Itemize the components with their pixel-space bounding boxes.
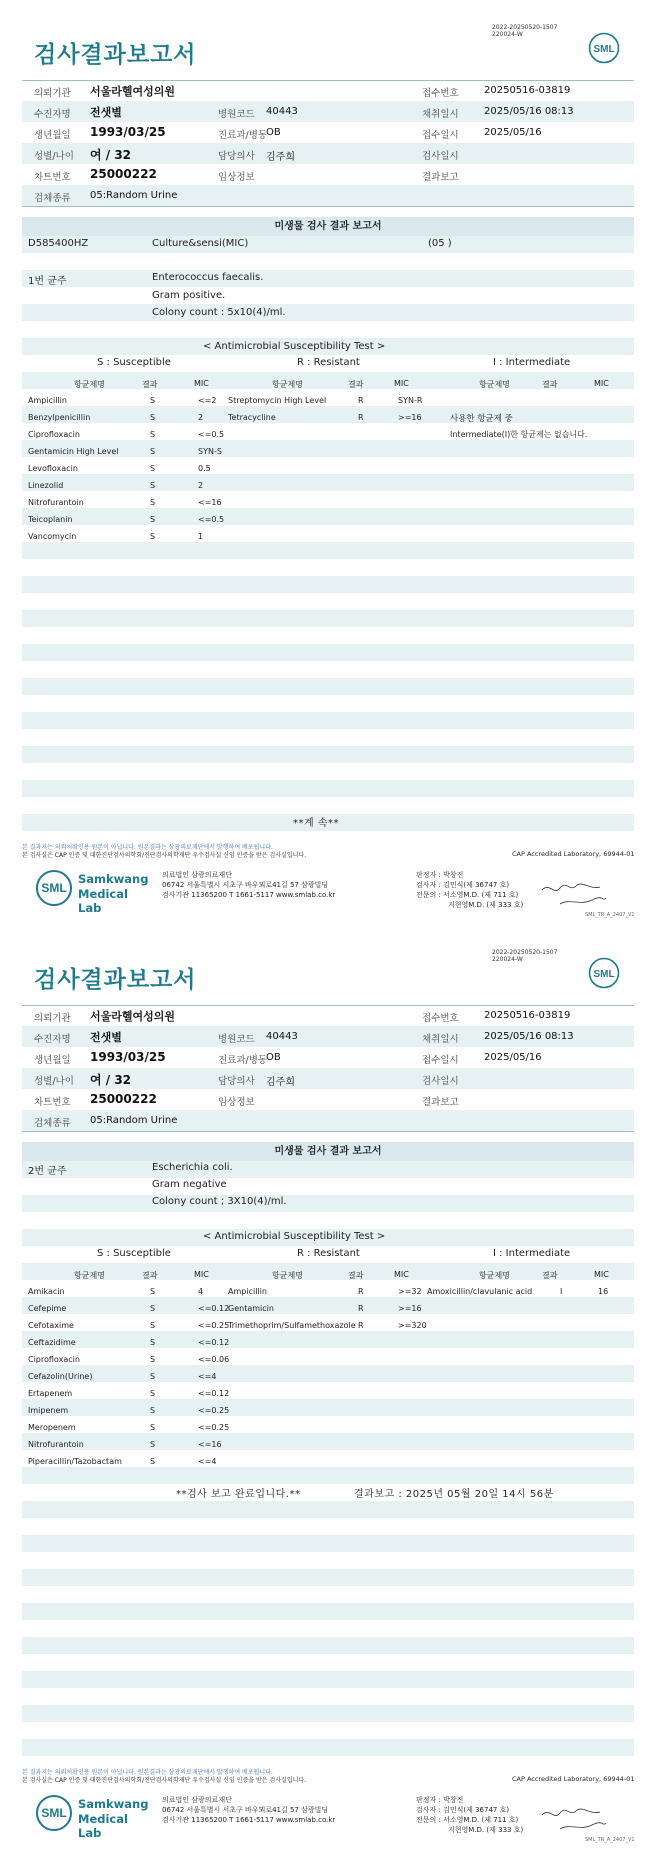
col-header-result: 결과 xyxy=(142,1271,158,1280)
antibiotic-name: Benzylpenicillin xyxy=(28,413,91,422)
label-institution: 의뢰기관 xyxy=(34,88,71,99)
svg-text:SML: SML xyxy=(41,1806,67,1820)
antibiotic-name: Meropenem xyxy=(28,1423,76,1432)
ast-title: < Antimicrobial Susceptibility Test > xyxy=(203,341,386,352)
mic-value: <=0.12 xyxy=(198,1389,230,1398)
address-line: 검사기관 11365200 T 1661-5117 www.smlab.co.kr xyxy=(162,891,336,899)
page-title: 검사결과보고서 xyxy=(34,967,197,993)
label-patient: 수진자명 xyxy=(34,1034,71,1045)
row-band xyxy=(22,576,634,593)
sex-age-value: 여 / 32 xyxy=(90,1073,132,1087)
receipt-datetime-value: 2025/05/16 xyxy=(484,127,542,138)
header-row xyxy=(22,1068,634,1089)
row-band xyxy=(22,712,634,729)
mic-value: <=0.25 xyxy=(198,1423,230,1432)
page-title: 검사결과보고서 xyxy=(34,42,197,68)
header-row xyxy=(22,1110,634,1131)
row-band xyxy=(22,1178,634,1195)
isolate-label: 2번 균주 xyxy=(28,1166,67,1177)
row-band xyxy=(22,1705,634,1722)
address-line: 의료법인 삼광의료재단 xyxy=(162,1796,232,1804)
test-number: (05 ) xyxy=(428,238,452,249)
address-block xyxy=(162,870,335,900)
label-receipt-datetime: 접수일시 xyxy=(422,130,459,141)
header-row xyxy=(22,1047,634,1068)
susceptibility-result: S xyxy=(150,1457,156,1466)
mic-value: >=16 xyxy=(398,1304,422,1313)
mic-value: 1 xyxy=(198,532,204,541)
header-row xyxy=(22,143,634,164)
svg-text:SML: SML xyxy=(593,969,615,980)
mic-value: >=320 xyxy=(398,1321,427,1330)
col-header-antibiotic: 항균제명 xyxy=(272,1271,303,1280)
samkwang-logo xyxy=(34,868,149,915)
mic-value: <=0.5 xyxy=(198,515,225,524)
organism-name: Escherichia coli. xyxy=(152,1162,233,1173)
sex-age-value: 여 / 32 xyxy=(90,148,132,162)
brand-name: Samkwang xyxy=(78,1797,149,1811)
susceptibility-result: S xyxy=(150,1372,156,1381)
col-header-mic: MIC xyxy=(594,379,609,388)
row-band xyxy=(22,1620,634,1637)
row-band xyxy=(22,1212,634,1229)
label-institution: 의뢰기관 xyxy=(34,1013,71,1024)
signature-icon xyxy=(540,878,610,908)
row-band xyxy=(22,236,634,253)
antibiotic-name: Trimethoprim/Sulfamethoxazole xyxy=(228,1321,356,1330)
cap-accreditation: CAP Accredited Laboratory, 69944-01 xyxy=(512,1775,635,1783)
chart-value: 25000222 xyxy=(90,167,157,181)
antibiotic-name: Nitrofurantoin xyxy=(28,1440,84,1449)
row-band xyxy=(22,406,634,423)
susceptibility-result: S xyxy=(150,430,156,439)
row-band xyxy=(22,1348,634,1365)
antibiotic-name: Streptomycin High Level xyxy=(228,396,327,405)
hospital-code-value: 40443 xyxy=(266,106,298,117)
antibiotic-name: Cefepime xyxy=(28,1304,67,1313)
form-version: SML_TR_A_2407_V1 xyxy=(585,912,635,918)
section-title: 미생물 검사 결과 보고서 xyxy=(22,1142,634,1161)
header-row xyxy=(22,122,634,143)
footer-note: 본 결과지는 의뢰처확인용 원본이 아닙니다. 원본결과는 삼광의료재단에서 발행하여 배포됩니다. xyxy=(22,844,273,851)
row-band xyxy=(22,287,634,304)
specimen-value: 05:Random Urine xyxy=(90,190,178,201)
antibiotic-name: Piperacillin/Tazobactam xyxy=(28,1457,122,1466)
label-chart: 차트번호 xyxy=(34,1097,71,1108)
staff-line: 판정자 : 박창진 xyxy=(416,871,464,879)
row-band xyxy=(22,729,634,746)
footer-note: 본 검사실은 CAP 인증 및 대한진단검사의학회/진단검사의학재단 우수검사실 신임 인증을 받은 검사실입니다. xyxy=(22,852,307,859)
susceptibility-result: S xyxy=(150,1287,156,1296)
row-band xyxy=(22,1297,634,1314)
susceptibility-result: R xyxy=(358,1304,364,1313)
susceptibility-result: R xyxy=(358,413,364,422)
mic-value: <=0.12 xyxy=(198,1304,230,1313)
antibiotic-name: Ceftazidime xyxy=(28,1338,76,1347)
mic-value: SYN-S xyxy=(198,447,222,456)
gram-stain: Gram negative xyxy=(152,1179,227,1190)
organism-name: Enterococcus faecalis. xyxy=(152,272,264,283)
susceptibility-result: R xyxy=(358,1287,364,1296)
row-band xyxy=(22,1280,634,1297)
row-band xyxy=(22,1688,634,1705)
footer-note: 본 결과지는 의뢰처확인용 원본이 아닙니다. 원본결과는 삼광의료재단에서 발행하여 배포됩니다. xyxy=(22,1769,273,1776)
susceptibility-result: S xyxy=(150,1321,156,1330)
row-band xyxy=(22,610,634,627)
row-band xyxy=(22,559,634,576)
mic-value: <=0.06 xyxy=(198,1355,230,1364)
row-band xyxy=(22,1501,634,1518)
mic-value: <=4 xyxy=(198,1457,217,1466)
test-name: Culture&sensi(MIC) xyxy=(152,238,249,249)
susceptibility-result: S xyxy=(150,515,156,524)
label-test-datetime: 검사일시 xyxy=(422,151,459,162)
mic-value: 4 xyxy=(198,1287,204,1296)
mic-value: <=0.25 xyxy=(198,1406,230,1415)
row-band xyxy=(22,1365,634,1382)
antibiotic-name: Levofloxacin xyxy=(28,464,78,473)
sml-logo-icon xyxy=(588,32,620,64)
note-line: Intermediate(I)한 항균제는 없습니다. xyxy=(450,430,588,439)
staff-block xyxy=(416,870,523,910)
birth-value: 1993/03/25 xyxy=(90,125,166,139)
mic-value: >=32 xyxy=(398,1287,422,1296)
header-row xyxy=(22,164,634,185)
label-hospital-code: 병원코드 xyxy=(218,109,255,120)
label-report: 결과보고 xyxy=(422,1097,459,1108)
susceptibility-result: S xyxy=(150,413,156,422)
receipt-datetime-value: 2025/05/16 xyxy=(484,1052,542,1063)
row-band xyxy=(22,797,634,814)
susceptibility-result: S xyxy=(150,481,156,490)
antibiotic-name: Gentamicin High Level xyxy=(28,447,119,456)
row-band xyxy=(22,508,634,525)
mic-value: >=16 xyxy=(398,413,422,422)
susceptibility-result: S xyxy=(150,532,156,541)
brand-subtitle: Medical Lab xyxy=(78,887,128,915)
document-code xyxy=(492,949,557,963)
sml-logo-icon xyxy=(588,957,620,989)
continued-mark: **계 속** xyxy=(293,818,339,829)
col-header-antibiotic: 항균제명 xyxy=(74,1271,105,1280)
antibiotic-name: Teicoplanin xyxy=(28,515,73,524)
label-test-datetime: 검사일시 xyxy=(422,1076,459,1087)
mic-value: 2 xyxy=(198,413,204,422)
mic-value: <=0.5 xyxy=(198,430,225,439)
report-page-2 xyxy=(0,925,655,1850)
receipt-no-value: 20250516-03819 xyxy=(484,1010,571,1021)
antibiotic-name: Linezolid xyxy=(28,481,64,490)
label-sex-age: 성별/나이 xyxy=(34,151,74,162)
susceptibility-result: S xyxy=(150,498,156,507)
label-report: 결과보고 xyxy=(422,172,459,183)
col-header-result: 결과 xyxy=(542,1271,558,1280)
cap-accreditation: CAP Accredited Laboratory, 69944-01 xyxy=(512,850,635,858)
susceptibility-result: S xyxy=(150,1304,156,1313)
label-receipt-datetime: 접수일시 xyxy=(422,1055,459,1066)
legend-resistant: R : Resistant xyxy=(297,357,360,368)
antibiotic-name: Imipenem xyxy=(28,1406,69,1415)
address-line: 06742 서울특별시 서초구 바우뫼로41길 57 삼광빌딩 xyxy=(162,1806,329,1814)
row-band xyxy=(22,627,634,644)
dept-value: OB xyxy=(266,1052,281,1063)
antibiotic-name: Amoxicillin/clavulanic acid xyxy=(427,1287,533,1296)
form-version: SML_TR_A_2407_V1 xyxy=(585,1837,635,1843)
row-band xyxy=(22,763,634,780)
label-dept: 진료과/병동 xyxy=(218,130,268,141)
row-band xyxy=(22,1552,634,1569)
legend-susceptible: S : Susceptible xyxy=(97,357,171,368)
row-band xyxy=(22,1603,634,1620)
col-header-antibiotic: 항균제명 xyxy=(74,380,105,389)
mic-value: <=0.25 xyxy=(198,1321,230,1330)
susceptibility-result: S xyxy=(150,1389,156,1398)
row-band xyxy=(22,1586,634,1603)
row-band xyxy=(22,321,634,338)
brand-name: Samkwang xyxy=(78,872,149,886)
patient-name-value: 전샛별 xyxy=(90,1031,122,1044)
susceptibility-result: S xyxy=(150,1423,156,1432)
susceptibility-result: S xyxy=(150,1338,156,1347)
row-band xyxy=(22,1467,634,1484)
isolate-label: 1번 균주 xyxy=(28,276,67,287)
legend-intermediate: I : Intermediate xyxy=(493,1248,571,1259)
staff-line: 검사자 : 김민식(제 36747 호) xyxy=(416,881,510,889)
document-code-2: 220024-W xyxy=(492,31,523,38)
row-band xyxy=(22,1671,634,1688)
mic-value: <=0.12 xyxy=(198,1338,230,1347)
susceptibility-result: S xyxy=(150,1440,156,1449)
col-header-antibiotic: 항균제명 xyxy=(272,380,303,389)
legend-susceptible: S : Susceptible xyxy=(97,1248,171,1259)
address-block xyxy=(162,1795,335,1825)
signature-icon xyxy=(540,1803,610,1833)
col-header-mic: MIC xyxy=(594,1270,609,1279)
row-band xyxy=(22,1382,634,1399)
label-birth: 생년월일 xyxy=(34,130,71,141)
doctor-value: 김주희 xyxy=(266,1077,295,1088)
row-band xyxy=(22,695,634,712)
antibiotic-name: Cefotaxime xyxy=(28,1321,74,1330)
row-band xyxy=(22,389,634,406)
row-band xyxy=(22,780,634,797)
ast-title: < Antimicrobial Susceptibility Test > xyxy=(203,1231,386,1242)
svg-text:SML: SML xyxy=(593,44,615,55)
row-band xyxy=(22,678,634,695)
receipt-no-value: 20250516-03819 xyxy=(484,85,571,96)
col-header-result: 결과 xyxy=(348,1271,364,1280)
legend-intermediate: I : Intermediate xyxy=(493,357,571,368)
col-header-mic: MIC xyxy=(194,1270,209,1279)
header-row xyxy=(22,1026,634,1047)
col-header-result: 결과 xyxy=(348,380,364,389)
mic-value: <=4 xyxy=(198,1372,217,1381)
patient-name-value: 전샛별 xyxy=(90,106,122,119)
antibiotic-name: Tetracycline xyxy=(228,413,276,422)
col-header-mic: MIC xyxy=(194,379,209,388)
document-code-1: 2022-20250520-1507 xyxy=(492,949,558,956)
antibiotic-name: Nitrofurantoin xyxy=(28,498,84,507)
chart-value: 25000222 xyxy=(90,1092,157,1106)
staff-line: 검사자 : 김민식(제 36747 호) xyxy=(416,1806,510,1814)
dept-value: OB xyxy=(266,127,281,138)
collect-datetime-value: 2025/05/16 08:13 xyxy=(484,1031,574,1042)
col-header-result: 결과 xyxy=(542,380,558,389)
label-specimen: 검체종류 xyxy=(34,193,71,204)
staff-block xyxy=(416,1795,523,1835)
row-band xyxy=(22,1518,634,1535)
address-line: 06742 서울특별시 서초구 바우뫼로41길 57 삼광빌딩 xyxy=(162,881,329,889)
label-receipt-no: 접수번호 xyxy=(422,1013,459,1024)
institution-value: 서울라헬여성의원 xyxy=(90,1010,176,1023)
antibiotic-name: Ampicillin xyxy=(228,1287,267,1296)
sml-logo-icon xyxy=(34,1793,74,1833)
col-header-mic: MIC xyxy=(394,1270,409,1279)
row-band xyxy=(22,253,634,270)
gram-stain: Gram positive. xyxy=(152,290,226,301)
footer-note: 본 검사실은 CAP 인증 및 대한진단검사의학회/진단검사의학재단 우수검사실 신임 인증을 받은 검사실입니다. xyxy=(22,1777,307,1784)
mic-value: <=2 xyxy=(198,396,217,405)
antibiotic-name: Cefazolin(Urine) xyxy=(28,1372,93,1381)
row-band xyxy=(22,1722,634,1739)
label-sex-age: 성별/나이 xyxy=(34,1076,74,1087)
antibiotic-name: Amikacin xyxy=(28,1287,65,1296)
final-report-datetime: 결과보고 : 2025년 05월 20일 14시 56분 xyxy=(354,1489,554,1500)
label-specimen: 검체종류 xyxy=(34,1118,71,1129)
row-band xyxy=(22,746,634,763)
header-row xyxy=(22,185,634,206)
antibiotic-name: Ciprofloxacin xyxy=(28,1355,80,1364)
label-clinical: 임상정보 xyxy=(218,172,255,183)
row-band xyxy=(22,593,634,610)
label-collect-datetime: 채취일시 xyxy=(422,1034,459,1045)
mic-value: 16 xyxy=(598,1287,609,1296)
divider xyxy=(22,206,634,207)
mic-value: SYN-R xyxy=(398,396,423,405)
label-patient: 수진자명 xyxy=(34,109,71,120)
susceptibility-result: S xyxy=(150,464,156,473)
divider xyxy=(22,1131,634,1132)
row-band xyxy=(22,1535,634,1552)
antibiotic-name: Vancomycin xyxy=(28,532,77,541)
row-band xyxy=(22,270,634,287)
row-band xyxy=(22,474,634,491)
label-collect-datetime: 채취일시 xyxy=(422,109,459,120)
row-band xyxy=(22,1637,634,1654)
hospital-code-value: 40443 xyxy=(266,1031,298,1042)
row-band xyxy=(22,1739,634,1756)
label-hospital-code: 병원코드 xyxy=(218,1034,255,1045)
antibiotic-name: Ampicillin xyxy=(28,396,67,405)
header-row xyxy=(22,1005,634,1026)
row-band xyxy=(22,1569,634,1586)
susceptibility-result: S xyxy=(150,396,156,405)
report-complete: **검사 보고 완료입니다.** xyxy=(176,1489,301,1500)
doctor-value: 김주희 xyxy=(266,152,295,163)
birth-value: 1993/03/25 xyxy=(90,1050,166,1064)
row-band xyxy=(22,491,634,508)
col-header-result: 결과 xyxy=(142,380,158,389)
collect-datetime-value: 2025/05/16 08:13 xyxy=(484,106,574,117)
row-band xyxy=(22,304,634,321)
staff-line: 전문의 : 서소영M.D. (제 711 호) xyxy=(416,891,519,899)
susceptibility-result: I xyxy=(560,1287,563,1296)
brand-subtitle: Medical Lab xyxy=(78,1812,128,1840)
colony-count: Colony count : 5x10(4)/ml. xyxy=(152,307,286,318)
row-band xyxy=(22,644,634,661)
staff-line: 전문의 : 서소영M.D. (제 711 호) xyxy=(416,1816,519,1824)
header-row xyxy=(22,101,634,122)
test-code: D585400HZ xyxy=(28,238,89,249)
address-line: 검사기관 11365200 T 1661-5117 www.smlab.co.kr xyxy=(162,1816,336,1824)
mic-value: 2 xyxy=(198,481,204,490)
mic-value: <=16 xyxy=(198,498,222,507)
svg-text:SML: SML xyxy=(41,881,67,895)
document-code-1: 2022-20250520-1507 xyxy=(492,24,558,31)
document-code xyxy=(492,24,557,38)
legend-resistant: R : Resistant xyxy=(297,1248,360,1259)
row-band xyxy=(22,457,634,474)
staff-line: 지현영M.D. (제 333 호) xyxy=(448,1826,524,1834)
row-band xyxy=(22,1654,634,1671)
row-band xyxy=(22,542,634,559)
row-band xyxy=(22,1399,634,1416)
sml-logo-icon xyxy=(34,868,74,908)
col-header-antibiotic: 항균제명 xyxy=(479,380,510,389)
susceptibility-result: S xyxy=(150,1406,156,1415)
mic-value: <=16 xyxy=(198,1440,222,1449)
note-line: 사용한 항균제 중 xyxy=(450,414,513,424)
susceptibility-result: R xyxy=(358,396,364,405)
label-birth: 생년월일 xyxy=(34,1055,71,1066)
row-band xyxy=(22,1161,634,1178)
institution-value: 서울라헬여성의원 xyxy=(90,85,176,98)
staff-line: 지현영M.D. (제 333 호) xyxy=(448,901,524,909)
label-receipt-no: 접수번호 xyxy=(422,88,459,99)
antibiotic-name: Gentamicin xyxy=(228,1304,274,1313)
label-clinical: 임상정보 xyxy=(218,1097,255,1108)
staff-line: 판정자 : 박창진 xyxy=(416,1796,464,1804)
row-band xyxy=(22,1331,634,1348)
colony-count: Colony count ; 3X10(4)/ml. xyxy=(152,1196,287,1207)
susceptibility-result: S xyxy=(150,1355,156,1364)
label-chart: 차트번호 xyxy=(34,172,71,183)
label-doctor: 담당의사 xyxy=(218,1076,255,1087)
section-title: 미생물 검사 결과 보고서 xyxy=(22,217,634,236)
samkwang-logo xyxy=(34,1793,149,1840)
mic-value: 0.5 xyxy=(198,464,211,473)
address-line: 의료법인 삼광의료재단 xyxy=(162,871,232,879)
antibiotic-name: Ertapenem xyxy=(28,1389,73,1398)
col-header-mic: MIC xyxy=(394,379,409,388)
row-band xyxy=(22,1195,634,1212)
row-band xyxy=(22,1416,634,1433)
label-doctor: 담당의사 xyxy=(218,151,255,162)
document-code-2: 220024-W xyxy=(492,956,523,963)
label-dept: 진료과/병동 xyxy=(218,1055,268,1066)
row-band xyxy=(22,661,634,678)
antibiotic-name: Ciprofloxacin xyxy=(28,430,80,439)
header-row xyxy=(22,1089,634,1110)
susceptibility-result: S xyxy=(150,447,156,456)
col-header-antibiotic: 항균제명 xyxy=(479,1271,510,1280)
header-row xyxy=(22,80,634,101)
row-band xyxy=(22,525,634,542)
specimen-value: 05:Random Urine xyxy=(90,1115,178,1126)
susceptibility-result: R xyxy=(358,1321,364,1330)
row-band xyxy=(22,1433,634,1450)
